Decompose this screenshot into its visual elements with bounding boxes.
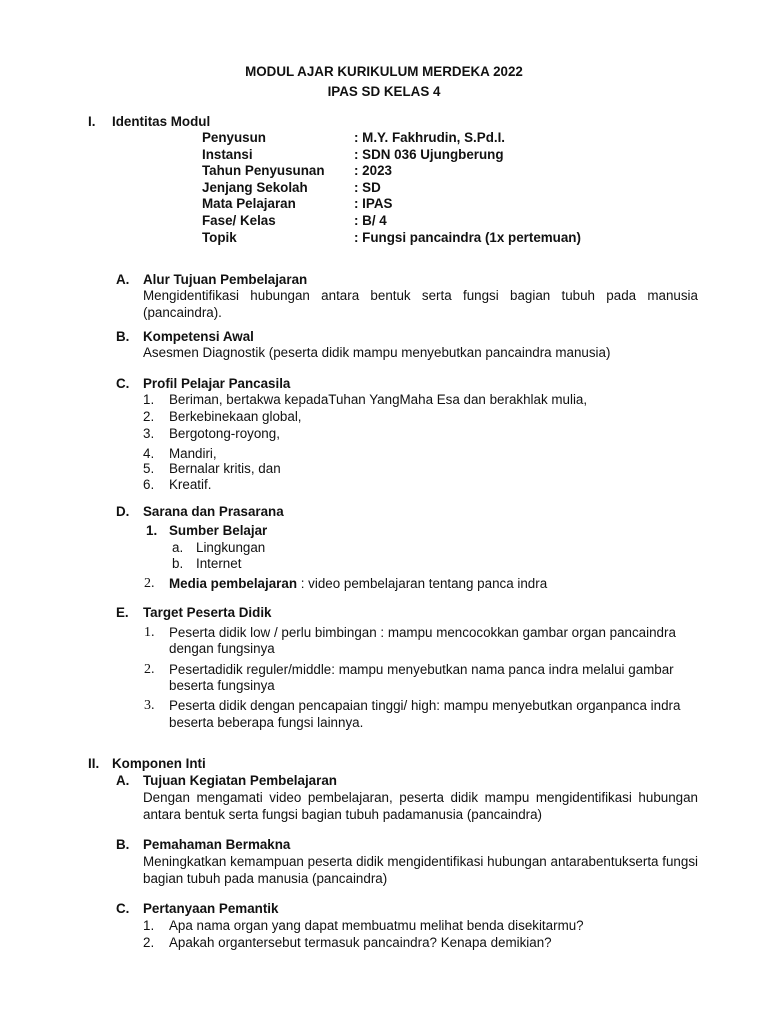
list-item: Beriman, bertakwa kepadaTuhan YangMaha Esa dan berakhlak mulia, xyxy=(169,392,588,407)
list-item: Apakah organtersebut termasuk pancaindra? Kenapa demikian? xyxy=(169,935,552,950)
list-number: 2. xyxy=(144,576,155,591)
list-item: Berkebinekaan global, xyxy=(169,409,302,424)
subsection-heading: Tujuan Kegiatan Pembelajaran xyxy=(143,773,337,788)
list-item-continued: dengan fungsinya xyxy=(169,641,275,656)
list-number: 5. xyxy=(143,461,155,476)
subsection-text: Meningkatkan kemampuan peserta didik mengidentifikasi hubungan antarabentukserta fungsi bagian tubuh pada manusia (pancaindra) xyxy=(143,854,698,886)
list-item: Internet xyxy=(196,556,242,571)
list-letter: a. xyxy=(172,540,184,555)
list-number: 1. xyxy=(144,625,155,640)
identity-label: Penyusun xyxy=(202,130,266,145)
section2-heading: Komponen Inti xyxy=(112,756,206,771)
list-item: Peserta didik low / perlu bimbingan : mampu mencocokkan gambar organ pancaindra xyxy=(169,625,676,640)
list-item: Mandiri, xyxy=(169,446,217,461)
list-item: Bernalar kritis, dan xyxy=(169,461,281,476)
list-number: 3. xyxy=(143,426,155,441)
list-item: Kreatif. xyxy=(169,477,212,492)
list-item: Apa nama organ yang dapat membuatmu melihat benda disekitarmu? xyxy=(169,918,584,933)
identity-value: : IPAS xyxy=(354,196,393,211)
subsection-letter: E. xyxy=(116,605,129,620)
list-item: Pesertadidik reguler/middle: mampu menyebutkan nama panca indra melalui gambar xyxy=(169,662,674,677)
list-item xyxy=(169,576,547,593)
section2-number: II. xyxy=(88,756,100,771)
list-item-continued: beserta fungsinya xyxy=(169,678,275,693)
doc-title: MODUL AJAR KURIKULUM MERDEKA 2022 xyxy=(245,64,523,79)
identity-label: Tahun Penyusunan xyxy=(202,163,325,178)
subsection-text: Dengan mengamati video pembelajaran, peserta didik mampu mengidentifikasi hubungan antara bentuk serta fungsi bagian tubuh padamanusia (pancaindra) xyxy=(143,790,698,822)
identity-label: Topik xyxy=(202,230,237,245)
identity-value: : B/ 4 xyxy=(354,213,387,228)
subsection-text: Mengidentifikasi hubungan antara bentuk serta fungsi bagian tubuh pada manusia (pancaindra). xyxy=(143,288,698,320)
subsection-heading: Pemahaman Bermakna xyxy=(143,837,291,852)
list-item: Lingkungan xyxy=(196,540,266,555)
list-number: 6. xyxy=(143,477,155,492)
subsection-heading: Pertanyaan Pemantik xyxy=(143,901,279,916)
list-number: 2. xyxy=(143,409,155,424)
list-item: Bergotong-royong, xyxy=(169,426,280,441)
subsection-heading: Sarana dan Prasarana xyxy=(143,504,284,519)
media-label: Media pembelajaran xyxy=(169,576,298,591)
identity-value: : Fungsi pancaindra (1x pertemuan) xyxy=(354,230,581,245)
identity-label: Mata Pelajaran xyxy=(202,196,296,211)
identity-label: Jenjang Sekolah xyxy=(202,180,308,195)
identity-value: : M.Y. Fakhrudin, S.Pd.I. xyxy=(354,130,506,145)
subsection-heading: Alur Tujuan Pembelajaran xyxy=(143,272,308,287)
list-number: 1. xyxy=(143,392,155,407)
subsection-letter: B. xyxy=(116,837,130,852)
doc-subtitle: IPAS SD KELAS 4 xyxy=(327,84,441,99)
subsection-letter: A. xyxy=(116,272,130,287)
identity-value: : 2023 xyxy=(354,163,392,178)
identity-value: : SDN 036 Ujungberung xyxy=(354,147,504,162)
subsection-letter: C. xyxy=(116,376,130,391)
section1-number: I. xyxy=(88,114,96,129)
list-number: 4. xyxy=(143,446,155,461)
subsection-letter: A. xyxy=(116,773,130,788)
identity-label: Instansi xyxy=(202,147,253,162)
list-letter: b. xyxy=(172,556,184,571)
media-text: : video pembelajaran tentang panca indra xyxy=(297,576,548,591)
subsection-letter: D. xyxy=(116,504,130,519)
list-item: Peserta didik dengan pencapaian tinggi/ high: mampu menyebutkan organpanca indra xyxy=(169,698,681,713)
subsection-heading: Kompetensi Awal xyxy=(143,329,254,344)
list-subheading: Sumber Belajar xyxy=(169,523,268,538)
subsection-heading: Profil Pelajar Pancasila xyxy=(143,376,291,391)
identity-label: Fase/ Kelas xyxy=(202,213,276,228)
list-number: 2. xyxy=(144,662,155,677)
subsection-letter: B. xyxy=(116,329,130,344)
section1-heading: Identitas Modul xyxy=(112,114,211,129)
subsection-text: Asesmen Diagnostik (peserta didik mampu menyebutkan pancaindra manusia) xyxy=(143,345,611,360)
subsection-heading: Target Peserta Didik xyxy=(143,605,272,620)
list-item-continued: beserta beberapa fungsi lainnya. xyxy=(169,715,364,730)
identity-value: : SD xyxy=(354,180,381,195)
list-number: 1. xyxy=(143,918,155,933)
list-number: 1. xyxy=(146,523,158,538)
list-number: 2. xyxy=(143,935,155,950)
subsection-letter: C. xyxy=(116,901,130,916)
list-number: 3. xyxy=(144,698,155,713)
